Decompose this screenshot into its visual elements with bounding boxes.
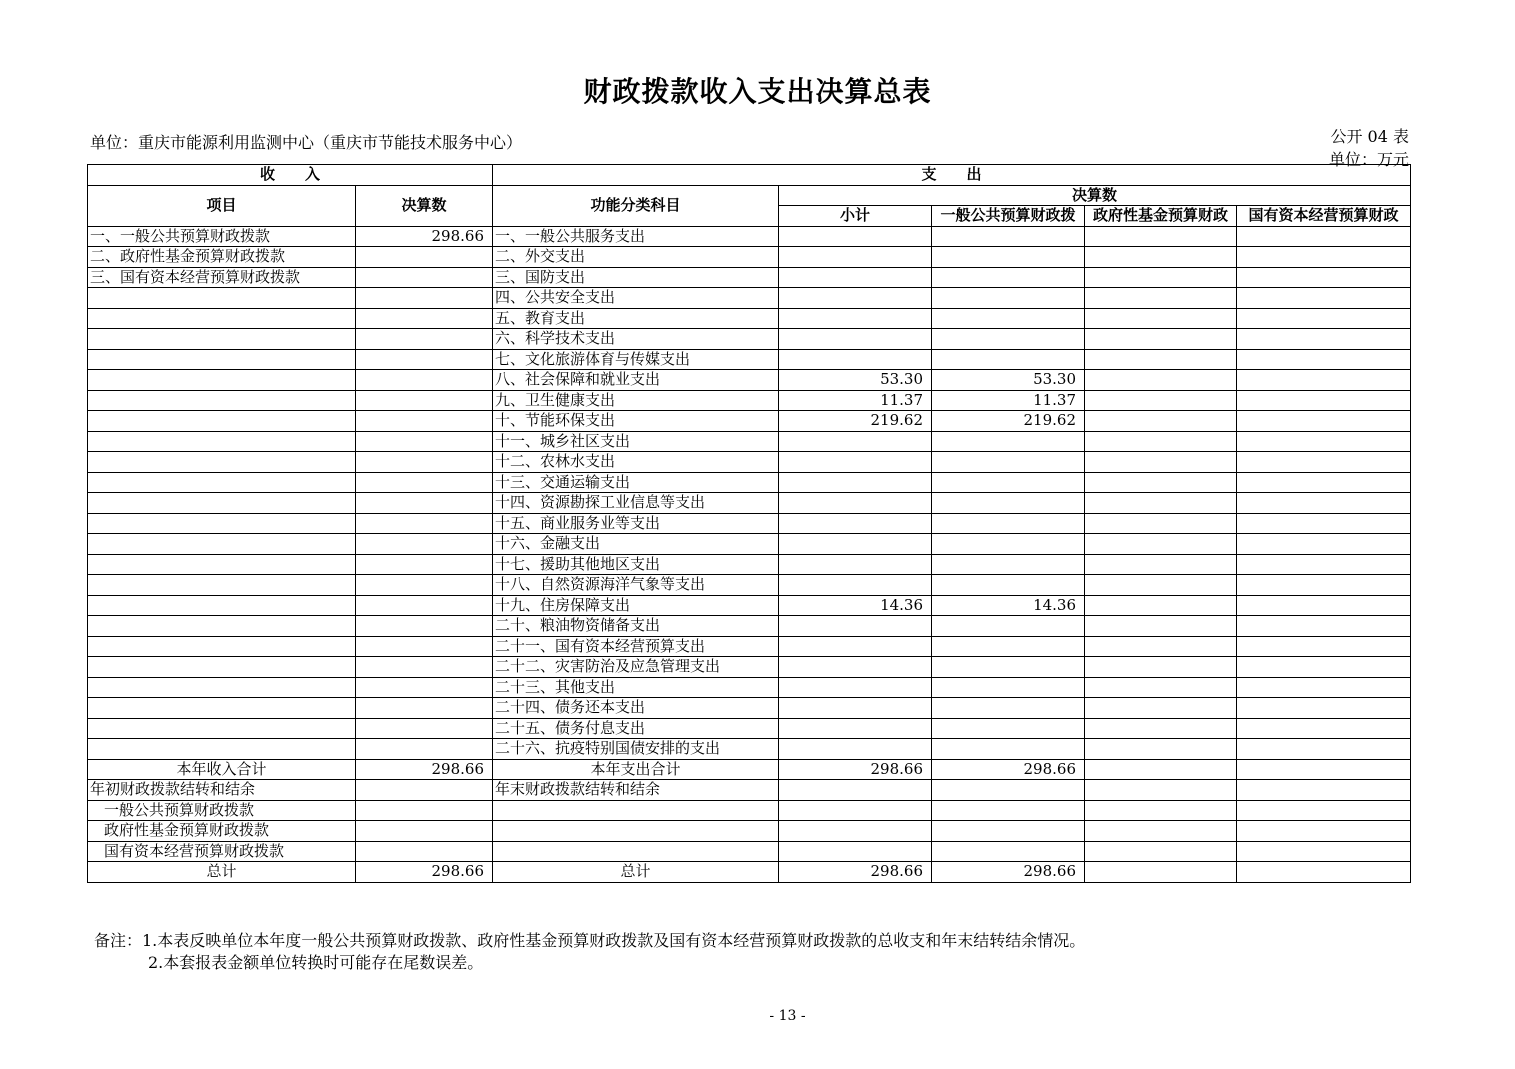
income-item: [88, 657, 356, 678]
expense-gov-fund: [1085, 370, 1237, 391]
expense-general-budget: 11.37: [932, 390, 1085, 411]
table-row: [88, 411, 1411, 432]
expense-item: 九、卫生健康支出: [493, 390, 779, 411]
expense-item: 十六、金融支出: [493, 534, 779, 555]
income-item: [88, 677, 356, 698]
expense-state-capital: [1237, 575, 1411, 596]
income-amount: 298.66: [356, 226, 493, 247]
expense-subtotal: 219.62: [779, 411, 932, 432]
expense-total-label: 本年支出合计: [493, 759, 779, 780]
expense-state-capital: [1237, 308, 1411, 329]
income-item: [88, 370, 356, 391]
expense-general-budget: [932, 493, 1085, 514]
income-amount: [356, 554, 493, 575]
grand-total-income: 298.66: [356, 862, 493, 883]
expense-subtotal: [779, 534, 932, 555]
expense-general-budget: [932, 513, 1085, 534]
income-item: [88, 534, 356, 555]
expense-state-capital: [1237, 247, 1411, 268]
subtotal-header: 小计: [779, 206, 932, 227]
table-row: [88, 595, 1411, 616]
expense-item: 二十五、债务付息支出: [493, 718, 779, 739]
income-item: [88, 513, 356, 534]
expense-gov-fund: [1085, 288, 1237, 309]
expense-state-capital: [1237, 739, 1411, 760]
expense-general-budget: [932, 534, 1085, 555]
function-category-header: 功能分类科目: [493, 185, 779, 226]
expense-gov-fund: [1085, 452, 1237, 473]
expense-general-budget: [932, 636, 1085, 657]
expense-general-budget: [932, 349, 1085, 370]
expense-state-capital: [1237, 288, 1411, 309]
expense-state-capital: [1237, 718, 1411, 739]
expense-item: 二十一、国有资本经营预算支出: [493, 636, 779, 657]
expense-subtotal: [779, 718, 932, 739]
income-item: [88, 390, 356, 411]
expense-state-capital: [1237, 534, 1411, 555]
expense-general-budget: [932, 431, 1085, 452]
income-amount: [356, 739, 493, 760]
income-amount: [356, 698, 493, 719]
income-total-amount: 298.66: [356, 759, 493, 780]
table-body: [88, 226, 1411, 759]
income-total-label: 本年收入合计: [88, 759, 356, 780]
expense-gov-fund: [1085, 472, 1237, 493]
expense-state-capital: [1237, 657, 1411, 678]
table-row: [88, 636, 1411, 657]
carryover-sub-row: [88, 821, 1411, 842]
grand-total-row: [88, 862, 1411, 883]
expense-gov-fund: [1085, 247, 1237, 268]
expense-subtotal: [779, 452, 932, 473]
income-item: [88, 554, 356, 575]
note-line-2: 2.本套报表金额单位转换时可能存在尾数误差。: [148, 953, 484, 972]
income-amount-header: 决算数: [356, 185, 493, 226]
carryover-sub-item: 国有资本经营预算财政拨款: [88, 841, 356, 862]
table-row: [88, 616, 1411, 637]
income-group-header: 收 入: [88, 165, 493, 186]
grand-total-label: 总计: [88, 862, 356, 883]
expense-subtotal: [779, 677, 932, 698]
table-row: [88, 452, 1411, 473]
income-item: [88, 698, 356, 719]
reporting-unit: 单位：重庆市能源利用监测中心（重庆市节能技术服务中心）: [90, 133, 523, 152]
expense-general-budget: 219.62: [932, 411, 1085, 432]
page-number: - 13 -: [769, 1008, 806, 1024]
expense-state-capital: [1237, 493, 1411, 514]
table-row: [88, 288, 1411, 309]
income-item: 二、政府性基金预算财政拨款: [88, 247, 356, 268]
income-item: [88, 636, 356, 657]
expense-item: 一、一般公共服务支出: [493, 226, 779, 247]
expense-subtotal: [779, 575, 932, 596]
table-row: [88, 513, 1411, 534]
income-amount: [356, 288, 493, 309]
expense-gov-fund: [1085, 616, 1237, 637]
gov-fund-header: 政府性基金预算财政: [1085, 206, 1237, 227]
expense-group-header: 支 出: [493, 165, 1411, 186]
table-row: [88, 534, 1411, 555]
expense-subtotal: [779, 616, 932, 637]
income-item: [88, 431, 356, 452]
expense-gov-fund: [1085, 349, 1237, 370]
expense-state-capital: [1237, 431, 1411, 452]
expense-state-capital: [1237, 677, 1411, 698]
expense-item: 十七、援助其他地区支出: [493, 554, 779, 575]
expense-state-capital: [1237, 329, 1411, 350]
expense-state-capital: [1237, 349, 1411, 370]
income-item: 三、国有资本经营预算财政拨款: [88, 267, 356, 288]
expense-total-subtotal: 298.66: [779, 759, 932, 780]
table-row: [88, 431, 1411, 452]
income-item: [88, 411, 356, 432]
expense-gov-fund: [1085, 431, 1237, 452]
expense-subtotal: [779, 329, 932, 350]
expense-general-budget: 14.36: [932, 595, 1085, 616]
table-row: [88, 493, 1411, 514]
income-item: 一、一般公共预算财政拨款: [88, 226, 356, 247]
expense-subtotal: [779, 308, 932, 329]
carryover-sub-item: 一般公共预算财政拨款: [88, 800, 356, 821]
expense-general-budget: [932, 288, 1085, 309]
table-row: [88, 657, 1411, 678]
expense-general-budget: [932, 329, 1085, 350]
carryover-income-amount: [356, 780, 493, 801]
expense-gov-fund: [1085, 308, 1237, 329]
expense-item: 二十二、灾害防治及应急管理支出: [493, 657, 779, 678]
income-amount: [356, 616, 493, 637]
expense-state-capital: [1237, 452, 1411, 473]
carryover-expense-label: 年末财政拨款结转和结余: [493, 780, 779, 801]
income-item: [88, 329, 356, 350]
expense-gov-fund: [1085, 657, 1237, 678]
expense-subtotal: [779, 226, 932, 247]
income-amount: [356, 247, 493, 268]
expense-general-budget: [932, 554, 1085, 575]
expense-subtotal: [779, 493, 932, 514]
expense-item: 十九、住房保障支出: [493, 595, 779, 616]
expense-general-budget: [932, 698, 1085, 719]
expense-state-capital: [1237, 370, 1411, 391]
expense-subtotal: 53.30: [779, 370, 932, 391]
expense-general-budget: [932, 718, 1085, 739]
item-header: 项目: [88, 185, 356, 226]
expense-item: 十五、商业服务业等支出: [493, 513, 779, 534]
expense-subtotal: [779, 472, 932, 493]
expense-gov-fund: [1085, 554, 1237, 575]
money-unit: 单位：万元: [1328, 150, 1409, 169]
amount-group-header: 决算数: [779, 185, 1411, 206]
note-line-1: 备注：1.本表反映单位本年度一般公共预算财政拨款、政府性基金预算财政拨款及国有资本经营预算财政拨款的总收支和年末结转结余情况。: [94, 931, 1086, 950]
table-row: [88, 390, 1411, 411]
expense-general-budget: [932, 247, 1085, 268]
income-item: [88, 595, 356, 616]
expense-gov-fund: [1085, 534, 1237, 555]
income-amount: [356, 267, 493, 288]
expense-general-budget: [932, 739, 1085, 760]
expense-item: 二十六、抗疫特别国债安排的支出: [493, 739, 779, 760]
income-amount: [356, 718, 493, 739]
carryover-row: [88, 780, 1411, 801]
table-row: [88, 739, 1411, 760]
expense-item: 十八、自然资源海洋气象等支出: [493, 575, 779, 596]
expense-subtotal: [779, 349, 932, 370]
carryover-income-label: 年初财政拨款结转和结余: [88, 780, 356, 801]
income-item: [88, 575, 356, 596]
expense-general-budget: [932, 226, 1085, 247]
carryover-sub-item: 政府性基金预算财政拨款: [88, 821, 356, 842]
expense-item: 三、国防支出: [493, 267, 779, 288]
expense-gov-fund: [1085, 226, 1237, 247]
income-amount: [356, 390, 493, 411]
table-row: [88, 349, 1411, 370]
expense-state-capital: [1237, 411, 1411, 432]
table-row: [88, 575, 1411, 596]
expense-general-budget: [932, 452, 1085, 473]
general-budget-header: 一般公共预算财政拨: [932, 206, 1085, 227]
expense-gov-fund: [1085, 718, 1237, 739]
expense-gov-fund: [1085, 390, 1237, 411]
income-item: [88, 616, 356, 637]
income-item: [88, 493, 356, 514]
income-amount: [356, 657, 493, 678]
expense-state-capital: [1237, 267, 1411, 288]
expense-subtotal: [779, 513, 932, 534]
income-amount: [356, 513, 493, 534]
income-amount: [356, 636, 493, 657]
income-amount: [356, 329, 493, 350]
expense-state-capital: [1237, 595, 1411, 616]
income-amount: [356, 452, 493, 473]
expense-subtotal: [779, 247, 932, 268]
expense-item: 四、公共安全支出: [493, 288, 779, 309]
expense-subtotal: [779, 698, 932, 719]
expense-state-capital: [1237, 513, 1411, 534]
expense-subtotal: [779, 636, 932, 657]
expense-item: 六、科学技术支出: [493, 329, 779, 350]
grand-total-expense-label: 总计: [493, 862, 779, 883]
expense-item: 二、外交支出: [493, 247, 779, 268]
expense-subtotal: [779, 554, 932, 575]
expense-item: 五、教育支出: [493, 308, 779, 329]
expense-gov-fund: [1085, 513, 1237, 534]
income-amount: [356, 575, 493, 596]
expense-item: 十一、城乡社区支出: [493, 431, 779, 452]
budget-table: [87, 164, 1411, 883]
income-item: [88, 349, 356, 370]
income-amount: [356, 595, 493, 616]
income-amount: [356, 308, 493, 329]
expense-state-capital: [1237, 636, 1411, 657]
expense-general-budget: [932, 308, 1085, 329]
expense-total-capital: [1237, 759, 1411, 780]
state-capital-header: 国有资本经营预算财政: [1237, 206, 1411, 227]
table-row: [88, 226, 1411, 247]
expense-subtotal: [779, 431, 932, 452]
income-item: [88, 452, 356, 473]
grand-total-subtotal: 298.66: [779, 862, 932, 883]
table-row: [88, 267, 1411, 288]
income-amount: [356, 677, 493, 698]
income-amount: [356, 370, 493, 391]
expense-subtotal: [779, 657, 932, 678]
expense-state-capital: [1237, 226, 1411, 247]
income-item: [88, 718, 356, 739]
income-item: [88, 739, 356, 760]
form-number: 公开 04 表: [1330, 127, 1409, 146]
income-amount: [356, 493, 493, 514]
expense-state-capital: [1237, 698, 1411, 719]
expense-state-capital: [1237, 616, 1411, 637]
expense-item: 七、文化旅游体育与传媒支出: [493, 349, 779, 370]
expense-general-budget: [932, 677, 1085, 698]
expense-state-capital: [1237, 472, 1411, 493]
expense-item: 二十四、债务还本支出: [493, 698, 779, 719]
expense-gov-fund: [1085, 575, 1237, 596]
expense-general-budget: [932, 657, 1085, 678]
expense-subtotal: [779, 267, 932, 288]
expense-state-capital: [1237, 390, 1411, 411]
expense-item: 八、社会保障和就业支出: [493, 370, 779, 391]
income-amount: [356, 431, 493, 452]
expense-item: 十二、农林水支出: [493, 452, 779, 473]
table-row: [88, 698, 1411, 719]
income-amount: [356, 411, 493, 432]
expense-item: 十三、交通运输支出: [493, 472, 779, 493]
expense-general-budget: [932, 575, 1085, 596]
carryover-sub-row: [88, 841, 1411, 862]
totals-row: [88, 759, 1411, 780]
income-item: [88, 308, 356, 329]
notes: [94, 930, 1085, 974]
expense-gov-fund: [1085, 636, 1237, 657]
expense-general-budget: 53.30: [932, 370, 1085, 391]
expense-state-capital: [1237, 554, 1411, 575]
expense-general-budget: [932, 267, 1085, 288]
expense-subtotal: [779, 288, 932, 309]
expense-gov-fund: [1085, 739, 1237, 760]
expense-subtotal: 11.37: [779, 390, 932, 411]
income-item: [88, 288, 356, 309]
table-row: [88, 472, 1411, 493]
expense-gov-fund: [1085, 411, 1237, 432]
table-row: [88, 370, 1411, 391]
expense-subtotal: [779, 739, 932, 760]
income-item: [88, 472, 356, 493]
grand-total-general: 298.66: [932, 862, 1085, 883]
expense-gov-fund: [1085, 595, 1237, 616]
expense-gov-fund: [1085, 267, 1237, 288]
page-title: 财政拨款收入支出决算总表: [583, 75, 932, 108]
table-row: [88, 677, 1411, 698]
expense-item: 十四、资源勘探工业信息等支出: [493, 493, 779, 514]
expense-general-budget: [932, 472, 1085, 493]
expense-gov-fund: [1085, 493, 1237, 514]
expense-gov-fund: [1085, 329, 1237, 350]
carryover-sub-row: [88, 800, 1411, 821]
table-row: [88, 247, 1411, 268]
expense-total-general: 298.66: [932, 759, 1085, 780]
table-row: [88, 329, 1411, 350]
expense-subtotal: 14.36: [779, 595, 932, 616]
table-row: [88, 718, 1411, 739]
expense-general-budget: [932, 616, 1085, 637]
expense-gov-fund: [1085, 677, 1237, 698]
expense-item: 十、节能环保支出: [493, 411, 779, 432]
table-row: [88, 308, 1411, 329]
income-amount: [356, 349, 493, 370]
table-row: [88, 554, 1411, 575]
income-amount: [356, 534, 493, 555]
expense-item: 二十、粮油物资储备支出: [493, 616, 779, 637]
expense-gov-fund: [1085, 698, 1237, 719]
expense-total-fund: [1085, 759, 1237, 780]
income-amount: [356, 472, 493, 493]
expense-item: 二十三、其他支出: [493, 677, 779, 698]
